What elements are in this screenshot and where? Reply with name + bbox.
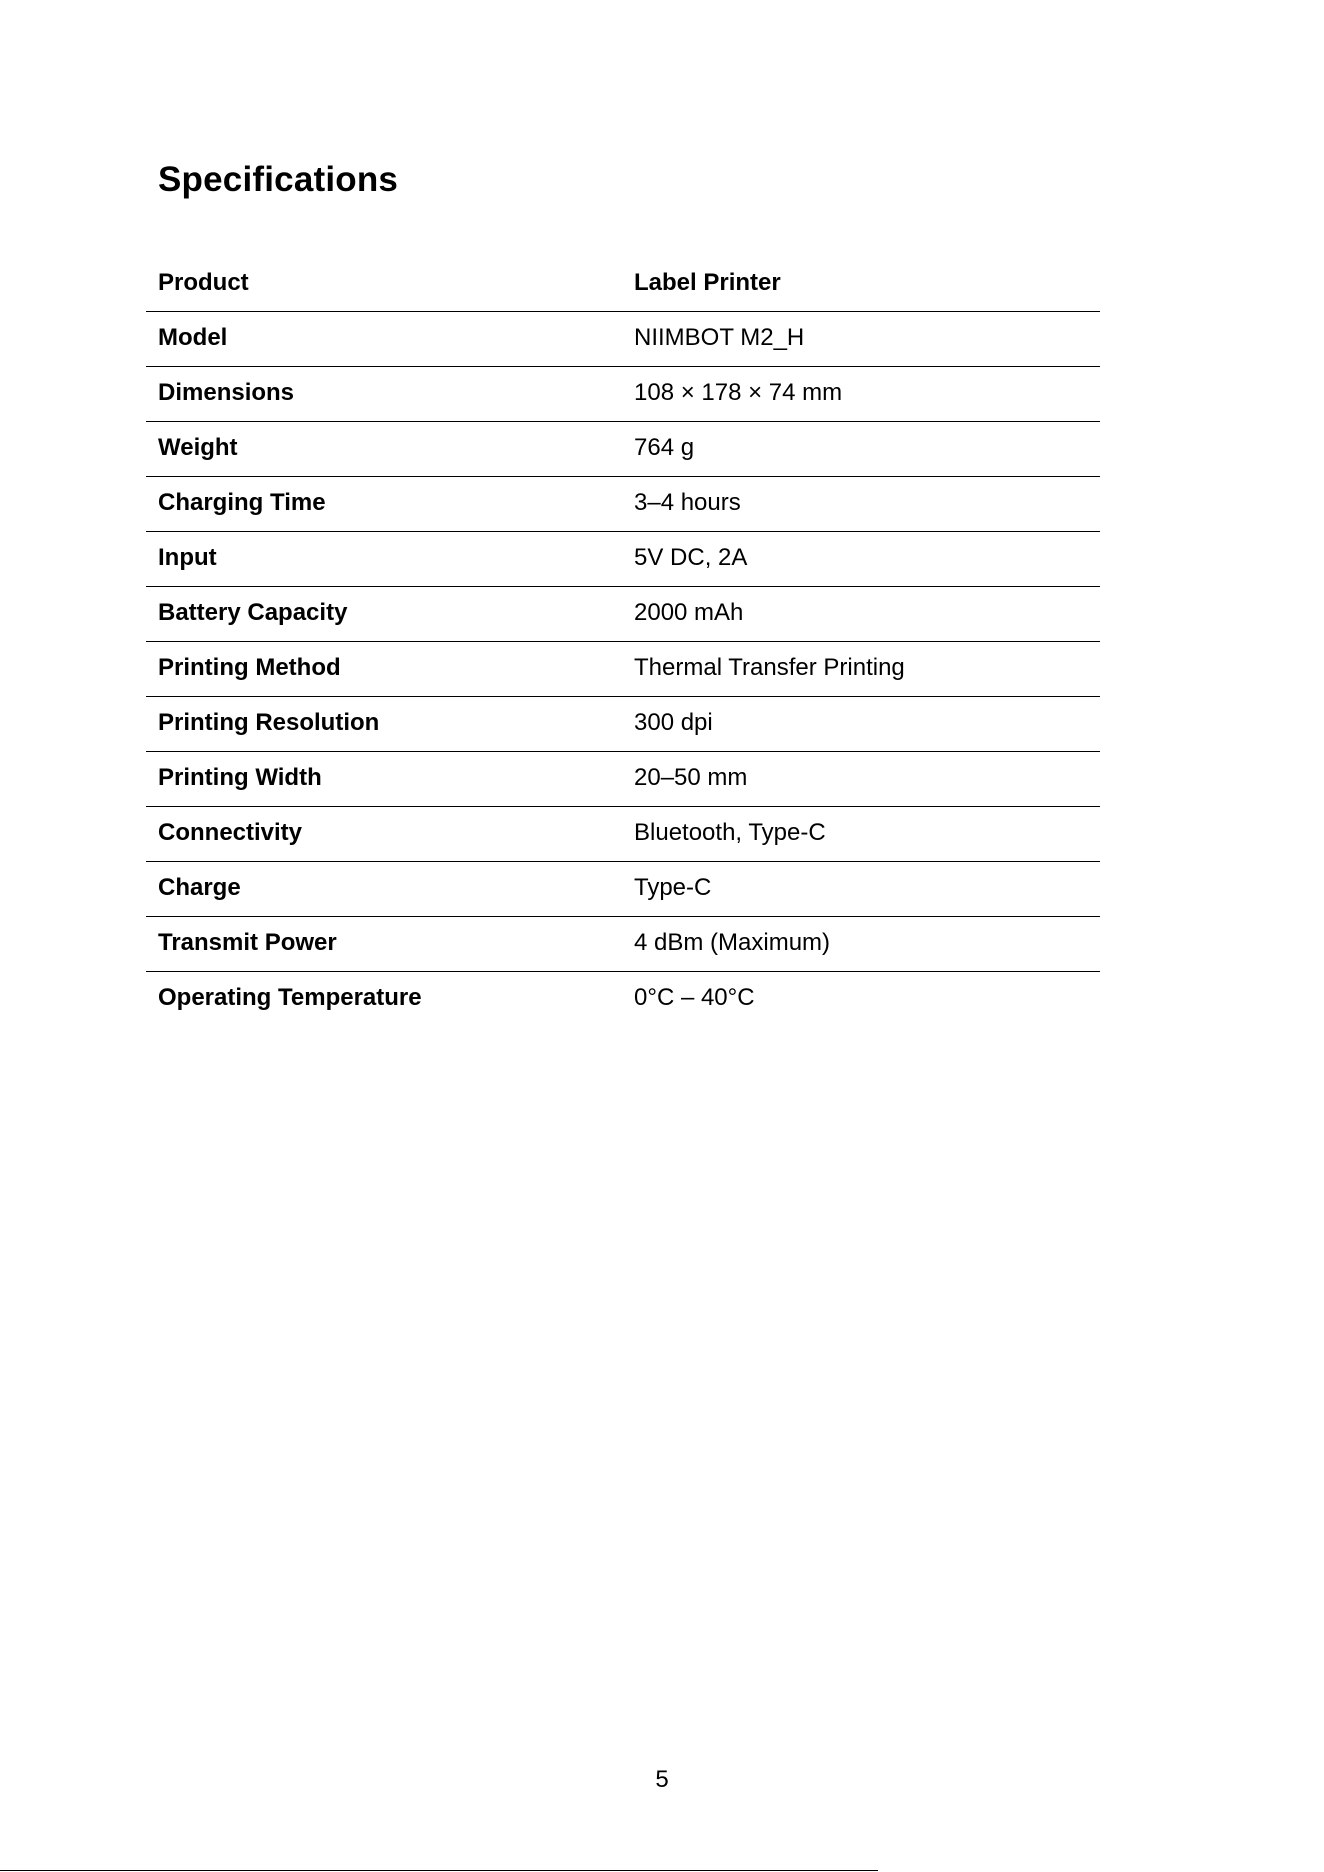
spec-value: 0°C – 40°C (622, 971, 1100, 1026)
spec-value: 764 g (622, 421, 1100, 476)
spec-label: Weight (146, 421, 622, 476)
table-row (146, 641, 1100, 696)
spec-label: Charge (146, 861, 622, 916)
spec-label: Model (158, 324, 228, 352)
table-row (146, 311, 1100, 366)
spec-label: Transmit Power (146, 916, 622, 971)
spec-value: NIIMBOT M2_H (634, 324, 805, 352)
table-row (146, 751, 1100, 806)
spec-label: Dimensions (146, 366, 622, 421)
spec-value: 2000 mAh (622, 586, 1100, 641)
spec-label: Battery Capacity (146, 586, 622, 641)
table-row (146, 531, 1100, 586)
table-row (146, 476, 1100, 531)
spec-label: Printing Resolution (146, 696, 622, 751)
spec-label: Input (146, 531, 622, 586)
spec-value: 4 dBm (Maximum) (622, 916, 1100, 971)
table-row (146, 696, 1100, 751)
spec-label: Connectivity (146, 806, 622, 861)
spec-label: Printing Method (146, 641, 622, 696)
table-row (146, 806, 1100, 861)
table-row (146, 586, 1100, 641)
spec-value: Type-C (622, 861, 1100, 916)
spec-label: Printing Width (146, 751, 622, 806)
footer-divider (0, 1870, 878, 1871)
spec-value: 300 dpi (622, 696, 1100, 751)
spec-value: 108 × 178 × 74 mm (622, 366, 1100, 421)
page-number: 5 (655, 1766, 669, 1793)
table-row (146, 916, 1100, 971)
spec-label: Operating Temperature (146, 971, 622, 1026)
spec-value: Thermal Transfer Printing (622, 641, 1100, 696)
specifications-table (146, 256, 1100, 1026)
table-row (146, 861, 1100, 916)
table-row (146, 366, 1100, 421)
table-row (146, 421, 1100, 476)
header-value: Label Printer (622, 256, 1100, 311)
spec-value: 20–50 mm (622, 751, 1100, 806)
page-title: Specifications (158, 160, 399, 199)
spec-value: 5V DC, 2A (622, 531, 1100, 586)
header-label: Product (146, 256, 622, 311)
table-header-row (146, 256, 1100, 311)
table-row (146, 971, 1100, 1026)
spec-value: Bluetooth, Type-C (622, 806, 1100, 861)
spec-label: Charging Time (146, 476, 622, 531)
spec-value: 3–4 hours (622, 476, 1100, 531)
